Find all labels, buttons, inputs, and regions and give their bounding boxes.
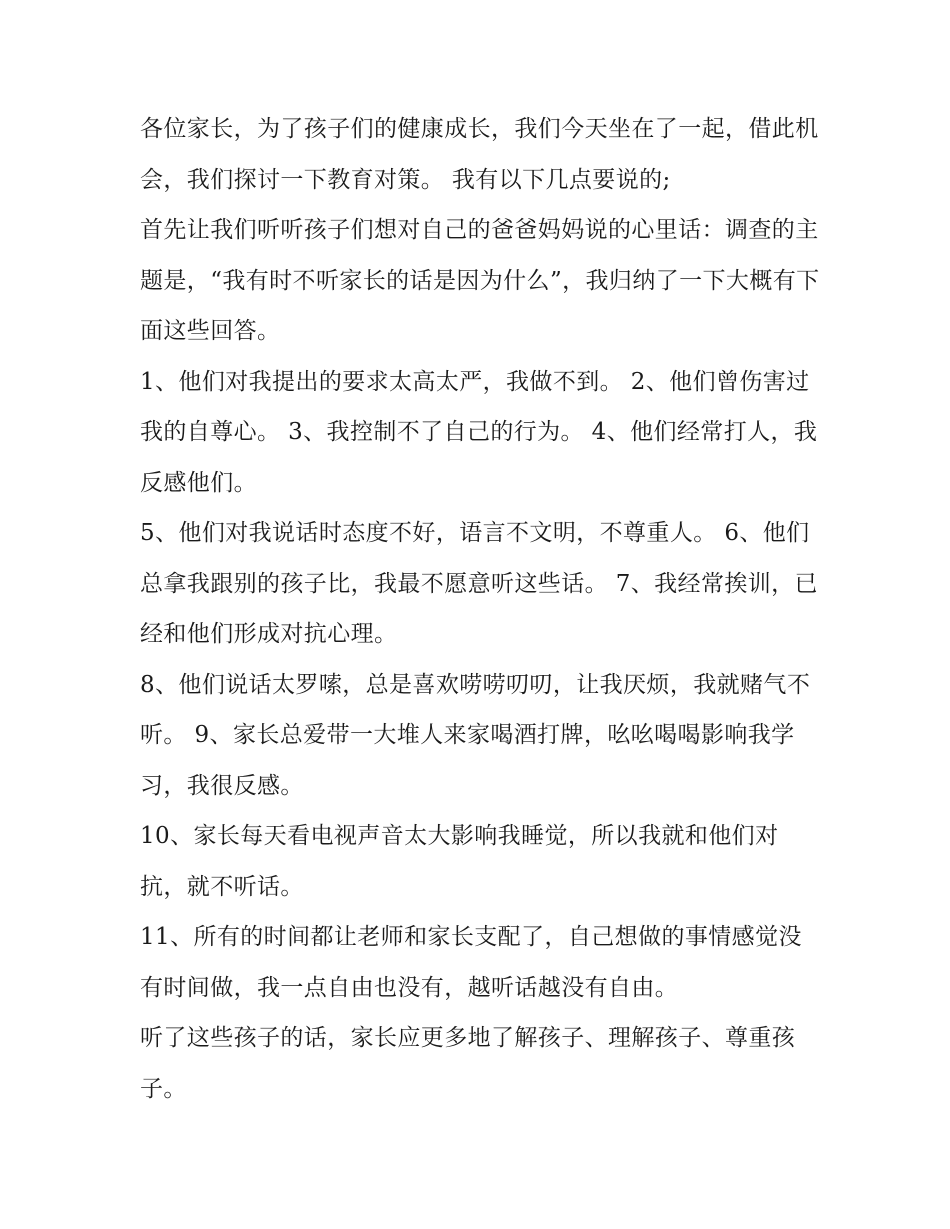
- paragraph-survey-intro: 首先让我们听听孩子们想对自己的爸爸妈妈说的心里话：调查的主题是，“我有时不听家长的话是因为什么”，我归纳了一下大概有下面这些回答。: [140, 217, 820, 344]
- paragraph-conclusion: 听了这些孩子的话，家长应更多地了解孩子、理解孩子、尊重孩子。: [140, 1025, 796, 1102]
- document-body: [140, 104, 820, 1114]
- paragraph-answer-10: 10、家长每天看电视声音太大影响我睡觉，所以我就和他们对抗，就不听话。: [140, 823, 779, 900]
- paragraph-opening: 各位家长，为了孩子们的健康成长，我们今天坐在了一起，借此机会，我们探讨一下教育对策。 我有以下几点要说的;: [140, 116, 819, 193]
- paragraph-answers-1-4: 1、他们对我提出的要求太高太严，我做不到。 2、他们曾伤害过我的自尊心。 3、我控制不了自己的行为。 4、他们经常打人，我反感他们。: [140, 368, 818, 496]
- paragraph-answers-5-7: 5、他们对我说话时态度不好，语言不文明，不尊重人。 6、他们总拿我跟别的孩子比，我最不愿意听这些话。 7、我经常挨训，已经和他们形成对抗心理。: [140, 520, 818, 647]
- paragraph-answer-11: 11、所有的时间都让老师和家长支配了，自己想做的事情感觉没有时间做，我一点自由也没有，越听话越没有自由。: [140, 924, 802, 1001]
- paragraph-answers-8-9: 8、他们说话太罗嗦，总是喜欢唠唠叨叨，让我厌烦，我就赌气不听。 9、家长总爱带一大堆人来家喝酒打牌，吆吆喝喝影响我学习，我很反感。: [140, 671, 811, 799]
